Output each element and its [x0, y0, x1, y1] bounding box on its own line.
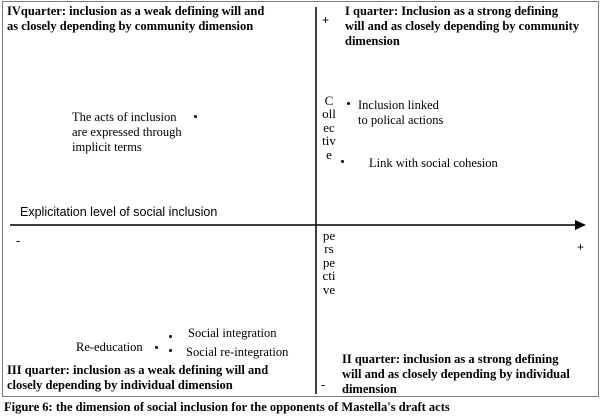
minus-left: -: [16, 233, 21, 248]
quarter-ii-line-2: will and as closely depending by individual: [342, 367, 570, 381]
political-item: [358, 98, 443, 128]
cohesion-item: Link with social cohesion: [369, 156, 498, 170]
acts-implicit-line-2: are expressed through: [72, 125, 182, 139]
quarter-ii-line-1: II quarter: inclusion as a strong defining: [342, 352, 559, 366]
quarter-ii-label: [342, 352, 570, 397]
reeducation-bullet: [155, 346, 158, 349]
cohesion-bullet: [341, 160, 344, 163]
quarter-iv-line-2: as closely depending by community dimension: [7, 19, 254, 33]
quarter-i-line-2: will and as closely depending by community: [345, 19, 580, 33]
reeducation-item: Re-education: [76, 340, 143, 354]
plus-top: +: [322, 13, 330, 27]
political-bullet: [347, 102, 350, 105]
figure-caption: Figure 6: the dimension of social inclusion for the opponents of Mastella's draft acts: [4, 400, 450, 414]
acts-implicit-line-3: implicit terms: [72, 140, 142, 154]
vertical-axis-label-upper: Collective: [322, 93, 336, 162]
acts-implicit-item: [72, 110, 182, 155]
acts-implicit-line-1: The acts of inclusion: [72, 110, 177, 124]
quarter-iii-label: [7, 363, 268, 393]
quarter-iii-line-2: closely depending by individual dimension: [7, 378, 233, 392]
minus-bottom: -: [321, 377, 326, 392]
quarter-i-label: [345, 4, 579, 49]
integration-item: Social integration: [188, 326, 277, 340]
quarter-ii-line-3: dimension: [342, 382, 397, 396]
quarter-iv-label: [7, 4, 264, 34]
reintegration-item: Social re-integration: [186, 345, 289, 359]
integration-bullet: [169, 335, 172, 338]
quarter-iv-line-1: IVquarter: inclusion as a weak defining will and: [7, 4, 265, 18]
quarter-iii-line-1: III quarter: inclusion as a weak defining will and: [7, 363, 269, 377]
acts-implicit-bullet: [194, 115, 197, 118]
horizontal-axis-label: Explicitation level of social inclusion: [20, 205, 218, 219]
political-line-2: to polical actions: [358, 113, 444, 127]
horizontal-axis-arrow: [575, 220, 586, 230]
reintegration-bullet: [169, 349, 172, 352]
quarter-i-line-3: dimension: [345, 34, 400, 48]
plus-right: +: [577, 240, 585, 254]
quarter-i-line-1: I quarter: Inclusion as a strong defining: [345, 4, 558, 18]
political-line-1: Inclusion linked: [358, 98, 439, 112]
vertical-axis-label-lower: perspective: [322, 228, 336, 297]
